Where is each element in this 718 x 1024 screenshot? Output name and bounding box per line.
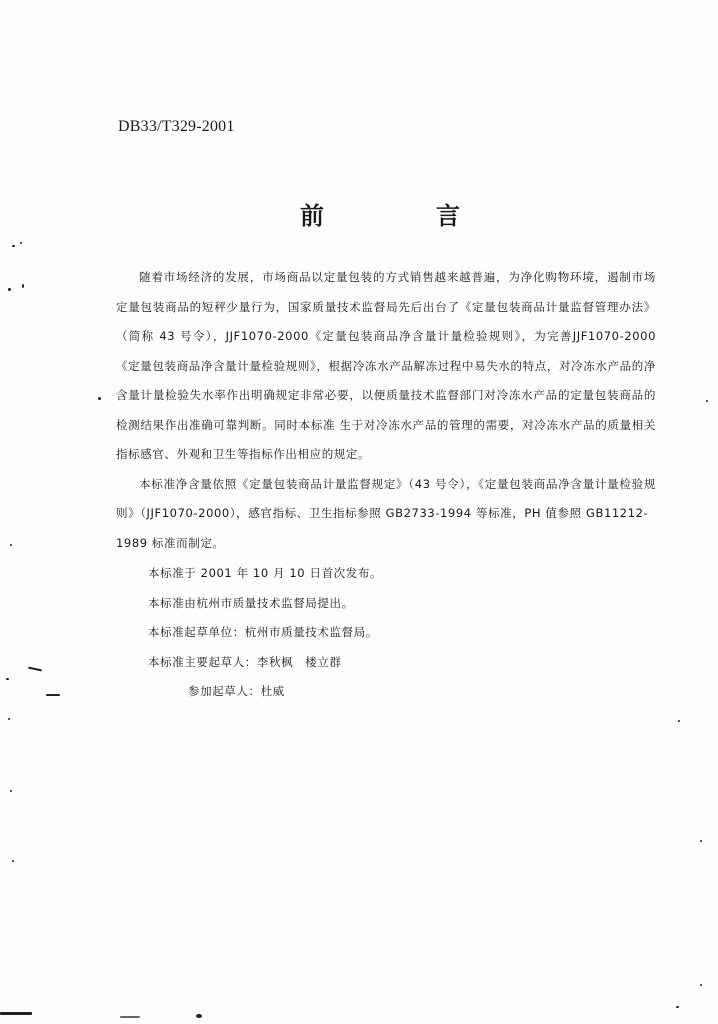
scan-speck <box>20 242 22 244</box>
scan-speck <box>28 667 42 672</box>
standard-info <box>148 559 382 707</box>
title-char-2: 言 <box>436 202 460 230</box>
scan-speck <box>0 1012 32 1015</box>
scan-speck <box>98 397 101 400</box>
release-line: 本标准于 2001 年 10 月 10 日首次发布。 <box>148 566 383 580</box>
foreword-body <box>116 263 656 558</box>
drafting-unit-line: 本标准起草单位：杭州市质量技术监督局。 <box>148 625 378 639</box>
scan-speck <box>120 1016 140 1018</box>
scan-speck <box>700 840 702 842</box>
scan-speck <box>8 288 11 291</box>
paragraph-2: 本标准净含量依照《定量包装商品计量监督规定》（43 号令），《定量包装商品净含量计量检验规则》（JJF1070-2000），感官指标、卫生指标参照 GB2733-1994 等标准，PH 值参照 GB11212- <box>116 476 656 520</box>
participants-line: 参加起草人：杜威 <box>188 684 285 698</box>
scan-speck <box>10 544 12 546</box>
title-char-1: 前 <box>300 202 324 230</box>
scan-speck <box>22 284 24 288</box>
scan-speck <box>706 400 708 402</box>
scan-speck <box>8 718 10 720</box>
paragraph-2-end: 1989 标准而制定。 <box>116 535 225 550</box>
scan-speck <box>6 678 9 680</box>
main-drafters-line: 本标准主要起草人：李秋枫 楼立群 <box>148 654 342 669</box>
scan-speck <box>676 1006 679 1008</box>
scan-speck <box>196 1014 202 1018</box>
scan-speck <box>10 790 12 792</box>
paragraph-1: 随着市场经济的发展，市场商品以定量包装的方式销售越来越普遍，为净化购物环境，遏制市场定量包装商品的短秤少量行为，国家质量技术监督局先后出台了《定量包装商品计量监督管理办法》（简称 43 号令），JJF1070-2000《定量包装商品净含量计量检验规则》，为完善JJF1070-2000《定量包装商品净含量计量检验规则》，根据冷冻水产品解冻过程中易失水的特点，对冷冻水产品的净含量计量检验失水率作出明确规定非常必要，以便质量技术监督部门对冷冻水产品的定量包装商品的检测结果作出准确可靠判断。同时本标准 生于对冷冻水产品的管理的需要，对冷冻水产品的质量相关指标感官、外观和卫生等指标作出相应的规定。 <box>116 270 656 461</box>
scan-speck <box>700 984 702 986</box>
scan-speck <box>12 245 15 247</box>
document-code: DB33/T329-2001 <box>118 118 235 135</box>
page-title <box>300 196 460 231</box>
proposer-line: 本标准由杭州市质量技术监督局提出。 <box>148 595 354 610</box>
scan-speck <box>46 694 60 696</box>
scan-speck <box>678 720 680 722</box>
scan-speck <box>12 860 14 862</box>
